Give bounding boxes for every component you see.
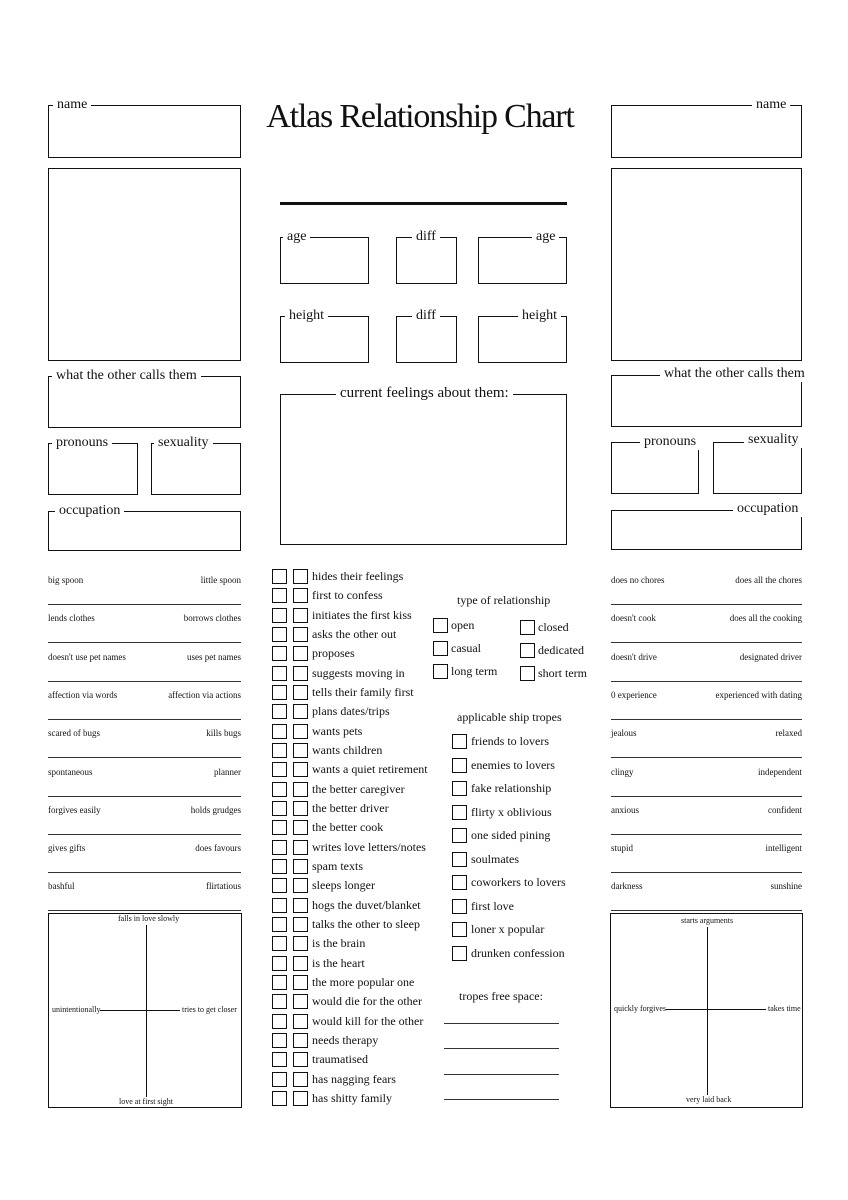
trait-checkbox-b[interactable] bbox=[293, 608, 308, 623]
trait-checkbox-b[interactable] bbox=[293, 1014, 308, 1029]
trait-checkbox-a[interactable] bbox=[272, 936, 287, 951]
right-quad-right-label: takes time bbox=[768, 1004, 801, 1013]
tropes-heading: applicable ship tropes bbox=[457, 710, 562, 724]
relationship-checkbox[interactable] bbox=[433, 618, 448, 633]
scale-row[interactable] bbox=[611, 873, 802, 911]
trait-checkbox-b[interactable] bbox=[293, 917, 308, 932]
trope-label: first love bbox=[471, 898, 514, 913]
trait-label: sleeps longer bbox=[312, 878, 375, 893]
right-portrait-box[interactable] bbox=[611, 168, 802, 361]
right-sexuality-field[interactable] bbox=[713, 442, 802, 494]
trait-checkbox-b[interactable] bbox=[293, 569, 308, 584]
trope-checkbox[interactable] bbox=[452, 758, 467, 773]
scale-left-label: clingy bbox=[611, 766, 634, 777]
scale-row[interactable] bbox=[48, 835, 241, 873]
relationship-checkbox[interactable] bbox=[433, 641, 448, 656]
relationship-label: casual bbox=[451, 641, 481, 655]
free-space-line[interactable] bbox=[444, 1048, 559, 1049]
right-calls-label: what the other calls them bbox=[660, 366, 809, 382]
scale-right-label: does all the cooking bbox=[729, 613, 802, 624]
trait-label: the more popular one bbox=[312, 974, 415, 989]
trait-checkbox-b[interactable] bbox=[293, 859, 308, 874]
scale-row[interactable] bbox=[611, 720, 802, 758]
left-pronouns-label: pronouns bbox=[52, 435, 112, 451]
right-name-label: name bbox=[752, 97, 790, 113]
left-quad-bottom-label: love at first sight bbox=[119, 1097, 173, 1106]
tropes-free-space-label: tropes free space: bbox=[459, 989, 543, 1003]
scale-row[interactable] bbox=[48, 605, 241, 643]
scale-row[interactable] bbox=[611, 605, 802, 643]
trait-label: plans dates/trips bbox=[312, 704, 390, 719]
trait-label: is the heart bbox=[312, 955, 365, 970]
trait-label: proposes bbox=[312, 646, 355, 661]
scale-right-label: uses pet names bbox=[187, 651, 241, 662]
scale-left-label: does no chores bbox=[611, 575, 665, 585]
page-title: Atlas Relationship Chart bbox=[266, 98, 574, 135]
trait-checkbox-b[interactable] bbox=[293, 666, 308, 681]
scale-right-label: borrows clothes bbox=[183, 613, 241, 624]
scale-right-label: planner bbox=[214, 766, 241, 777]
trait-checkbox-a[interactable] bbox=[272, 608, 287, 623]
trait-checkbox-b[interactable] bbox=[293, 646, 308, 661]
trait-checkbox-a[interactable] bbox=[272, 1014, 287, 1029]
relationship-checkbox[interactable] bbox=[520, 643, 535, 658]
left-sexuality-label: sexuality bbox=[154, 435, 213, 451]
trait-label: needs therapy bbox=[312, 1032, 379, 1047]
right-quad-bottom-label: very laid back bbox=[686, 1095, 732, 1104]
scale-row[interactable] bbox=[611, 759, 802, 797]
trait-checkbox-a[interactable] bbox=[272, 820, 287, 835]
scale-row[interactable] bbox=[48, 567, 241, 605]
trait-checkbox-b[interactable] bbox=[293, 801, 308, 816]
free-space-line[interactable] bbox=[444, 1074, 559, 1075]
left-quad-horizontal-axis bbox=[100, 1010, 180, 1011]
trait-checkbox-a[interactable] bbox=[272, 975, 287, 990]
right-quad-horizontal-axis bbox=[662, 1009, 766, 1010]
scale-left-label: 0 experience bbox=[611, 689, 657, 700]
trait-checkbox-a[interactable] bbox=[272, 917, 287, 932]
trait-checkbox-a[interactable] bbox=[272, 859, 287, 874]
scale-left-label: affection via words bbox=[48, 689, 118, 700]
trope-checkbox[interactable] bbox=[452, 899, 467, 914]
trait-checkbox-b[interactable] bbox=[293, 1033, 308, 1048]
relationship-checkbox[interactable] bbox=[433, 664, 448, 679]
trait-checkbox-b[interactable] bbox=[293, 685, 308, 700]
trait-checkbox-b[interactable] bbox=[293, 956, 308, 971]
height-diff-label: diff bbox=[412, 308, 440, 324]
scale-row[interactable] bbox=[611, 567, 802, 605]
trait-label: talks the other to sleep bbox=[312, 916, 420, 931]
trope-label: fake relationship bbox=[471, 781, 552, 795]
trait-checkbox-b[interactable] bbox=[293, 898, 308, 913]
scale-right-label: does favours bbox=[195, 843, 241, 854]
trait-label: writes love letters/notes bbox=[312, 839, 426, 854]
trait-checkbox-a[interactable] bbox=[272, 956, 287, 971]
trait-label: has nagging fears bbox=[312, 1071, 396, 1086]
trope-checkbox[interactable] bbox=[452, 805, 467, 820]
scale-right-label: independent bbox=[758, 766, 802, 777]
left-quad-left-label: unintentionally bbox=[52, 1005, 101, 1014]
scale-left-label: lends clothes bbox=[48, 613, 95, 624]
scale-left-label: doesn't cook bbox=[611, 613, 656, 624]
trait-checkbox-b[interactable] bbox=[293, 704, 308, 719]
relationship-label: open bbox=[451, 618, 475, 632]
scale-row[interactable] bbox=[611, 682, 802, 720]
trait-label: hides their feelings bbox=[312, 569, 404, 583]
relationship-label: long term bbox=[451, 664, 498, 678]
title-divider bbox=[280, 202, 567, 205]
free-space-line[interactable] bbox=[444, 1023, 559, 1024]
left-height-label: height bbox=[285, 308, 328, 324]
trait-checkbox-a[interactable] bbox=[272, 1033, 287, 1048]
right-quad-vertical-axis bbox=[707, 927, 708, 1099]
scale-right-label: confident bbox=[768, 804, 802, 815]
trope-label: enemies to lovers bbox=[471, 757, 555, 772]
scale-row[interactable] bbox=[48, 873, 241, 911]
scale-right-label: little spoon bbox=[200, 575, 241, 585]
trait-label: first to confess bbox=[312, 588, 383, 603]
scale-right-label: holds grudges bbox=[190, 804, 241, 815]
trope-label: soulmates bbox=[471, 851, 519, 866]
scale-left-label: jealous bbox=[611, 728, 637, 739]
scale-right-label: affection via actions bbox=[168, 689, 241, 700]
trope-label: loner x popular bbox=[471, 922, 545, 936]
scale-row[interactable] bbox=[48, 797, 241, 835]
age-diff-label: diff bbox=[412, 229, 440, 245]
trait-label: wants pets bbox=[312, 723, 363, 738]
current-feelings-field[interactable] bbox=[280, 394, 567, 545]
trope-label: one sided pining bbox=[471, 828, 551, 842]
current-feelings-label: current feelings about them: bbox=[336, 385, 513, 401]
relationship-checkbox[interactable] bbox=[520, 620, 535, 635]
scale-right-label: kills bugs bbox=[206, 728, 241, 739]
scale-left-label: doesn't drive bbox=[611, 651, 657, 662]
trait-checkbox-a[interactable] bbox=[272, 878, 287, 893]
trait-checkbox-b[interactable] bbox=[293, 782, 308, 797]
scale-row[interactable] bbox=[48, 720, 241, 758]
trait-checkbox-b[interactable] bbox=[293, 1052, 308, 1067]
trait-label: asks the other out bbox=[312, 626, 397, 641]
relationship-checkbox[interactable] bbox=[520, 666, 535, 681]
scale-row[interactable] bbox=[611, 644, 802, 682]
scale-row[interactable] bbox=[611, 797, 802, 835]
trait-checkbox-a[interactable] bbox=[272, 569, 287, 584]
trope-checkbox[interactable] bbox=[452, 734, 467, 749]
scale-left-label: stupid bbox=[611, 843, 634, 854]
trait-checkbox-a[interactable] bbox=[272, 994, 287, 1009]
scale-right-label: experienced with dating bbox=[715, 689, 802, 700]
scale-right-label: designated driver bbox=[739, 651, 802, 662]
trait-checkbox-b[interactable] bbox=[293, 878, 308, 893]
scale-row[interactable] bbox=[48, 759, 241, 797]
trait-checkbox-a[interactable] bbox=[272, 1052, 287, 1067]
trait-checkbox-b[interactable] bbox=[293, 975, 308, 990]
trait-checkbox-a[interactable] bbox=[272, 743, 287, 758]
trait-checkbox-b[interactable] bbox=[293, 840, 308, 855]
trait-checkbox-a[interactable] bbox=[272, 588, 287, 603]
trait-checkbox-a[interactable] bbox=[272, 840, 287, 855]
trait-label: has shitty family bbox=[312, 1090, 392, 1105]
trait-checkbox-a[interactable] bbox=[272, 646, 287, 661]
scale-left-label: spontaneous bbox=[48, 766, 93, 777]
trait-checkbox-a[interactable] bbox=[272, 762, 287, 777]
right-height-label: height bbox=[518, 308, 561, 324]
trope-checkbox[interactable] bbox=[452, 922, 467, 937]
trope-checkbox[interactable] bbox=[452, 828, 467, 843]
trope-checkbox[interactable] bbox=[452, 946, 467, 961]
left-quad-top-label: falls in love slowly bbox=[118, 914, 180, 923]
scale-left-label: darkness bbox=[611, 881, 643, 892]
scale-row[interactable] bbox=[611, 835, 802, 873]
trait-label: the better caregiver bbox=[312, 781, 405, 796]
left-name-label: name bbox=[53, 97, 91, 113]
scale-row[interactable] bbox=[48, 682, 241, 720]
scale-left-label: anxious bbox=[611, 804, 639, 815]
relationship-heading: type of relationship bbox=[457, 593, 551, 607]
trait-checkbox-a[interactable] bbox=[272, 898, 287, 913]
scale-right-label: flirtatious bbox=[206, 881, 241, 892]
trope-checkbox[interactable] bbox=[452, 781, 467, 796]
trait-label: tells their family first bbox=[312, 684, 414, 699]
free-space-line[interactable] bbox=[444, 1099, 559, 1100]
right-pronouns-label: pronouns bbox=[640, 434, 700, 450]
trope-label: friends to lovers bbox=[471, 734, 549, 748]
right-age-label: age bbox=[532, 229, 559, 245]
trait-checkbox-a[interactable] bbox=[272, 724, 287, 739]
left-quad-vertical-axis bbox=[146, 925, 147, 1100]
trait-label: would kill for the other bbox=[312, 1013, 424, 1028]
right-quad-top-label: starts arguments bbox=[681, 916, 734, 925]
trait-label: wants children bbox=[312, 742, 383, 757]
scale-right-label: relaxed bbox=[775, 728, 802, 739]
scale-left-label: bashful bbox=[48, 881, 75, 892]
trait-label: hogs the duvet/blanket bbox=[312, 897, 421, 912]
trait-label: the better cook bbox=[312, 820, 384, 835]
trait-checkbox-a[interactable] bbox=[272, 666, 287, 681]
trope-checkbox[interactable] bbox=[452, 852, 467, 867]
trait-label: traumatised bbox=[312, 1052, 368, 1067]
scale-left-label: gives gifts bbox=[48, 843, 86, 854]
left-calls-label: what the other calls them bbox=[52, 368, 201, 384]
right-sexuality-label: sexuality bbox=[744, 432, 803, 448]
left-age-label: age bbox=[283, 229, 310, 245]
trait-checkbox-b[interactable] bbox=[293, 994, 308, 1009]
trope-label: drunken confession bbox=[471, 945, 565, 960]
relationship-label: short term bbox=[538, 666, 587, 680]
trait-label: wants a quiet retirement bbox=[312, 762, 428, 777]
trait-checkbox-a[interactable] bbox=[272, 1072, 287, 1087]
trait-checkbox-a[interactable] bbox=[272, 782, 287, 797]
trait-checkbox-b[interactable] bbox=[293, 1072, 308, 1087]
right-occupation-label: occupation bbox=[733, 501, 802, 517]
trait-checkbox-b[interactable] bbox=[293, 743, 308, 758]
trait-label: spam texts bbox=[312, 858, 363, 873]
trait-checkbox-a[interactable] bbox=[272, 801, 287, 816]
trait-label: the better driver bbox=[312, 800, 389, 815]
trait-checkbox-b[interactable] bbox=[293, 936, 308, 951]
trait-checkbox-b[interactable] bbox=[293, 588, 308, 603]
trait-checkbox-b[interactable] bbox=[293, 820, 308, 835]
relationship-label: closed bbox=[538, 620, 569, 634]
trait-checkbox-b[interactable] bbox=[293, 762, 308, 777]
scale-left-label: scared of bugs bbox=[48, 728, 100, 739]
trait-checkbox-b[interactable] bbox=[293, 627, 308, 642]
trait-label: initiates the first kiss bbox=[312, 607, 412, 622]
trait-checkbox-a[interactable] bbox=[272, 627, 287, 642]
trait-checkbox-b[interactable] bbox=[293, 1091, 308, 1106]
left-occupation-label: occupation bbox=[55, 503, 124, 519]
scale-left-label: forgives easily bbox=[48, 804, 101, 815]
trait-checkbox-a[interactable] bbox=[272, 1091, 287, 1106]
trait-checkbox-b[interactable] bbox=[293, 724, 308, 739]
trope-checkbox[interactable] bbox=[452, 875, 467, 890]
trait-checkbox-a[interactable] bbox=[272, 685, 287, 700]
trait-label: would die for the other bbox=[312, 994, 422, 1009]
right-calls-field[interactable] bbox=[611, 375, 802, 427]
relationship-label: dedicated bbox=[538, 643, 584, 657]
scale-right-label: does all the chores bbox=[735, 575, 802, 585]
trait-label: is the brain bbox=[312, 936, 366, 951]
trait-label: suggests moving in bbox=[312, 665, 405, 680]
scale-left-label: doesn't use pet names bbox=[48, 651, 126, 662]
trope-label: flirty x oblivious bbox=[471, 804, 552, 819]
trait-checkbox-a[interactable] bbox=[272, 704, 287, 719]
trope-label: coworkers to lovers bbox=[471, 875, 566, 889]
scale-right-label: sunshine bbox=[770, 881, 802, 892]
right-quad-left-label: quickly forgives bbox=[614, 1004, 667, 1013]
left-portrait-box[interactable] bbox=[48, 168, 241, 361]
scale-right-label: intelligent bbox=[765, 843, 802, 854]
scale-left-label: big spoon bbox=[48, 575, 84, 585]
scale-row[interactable] bbox=[48, 644, 241, 682]
left-quad-right-label: tries to get closer bbox=[182, 1005, 237, 1014]
